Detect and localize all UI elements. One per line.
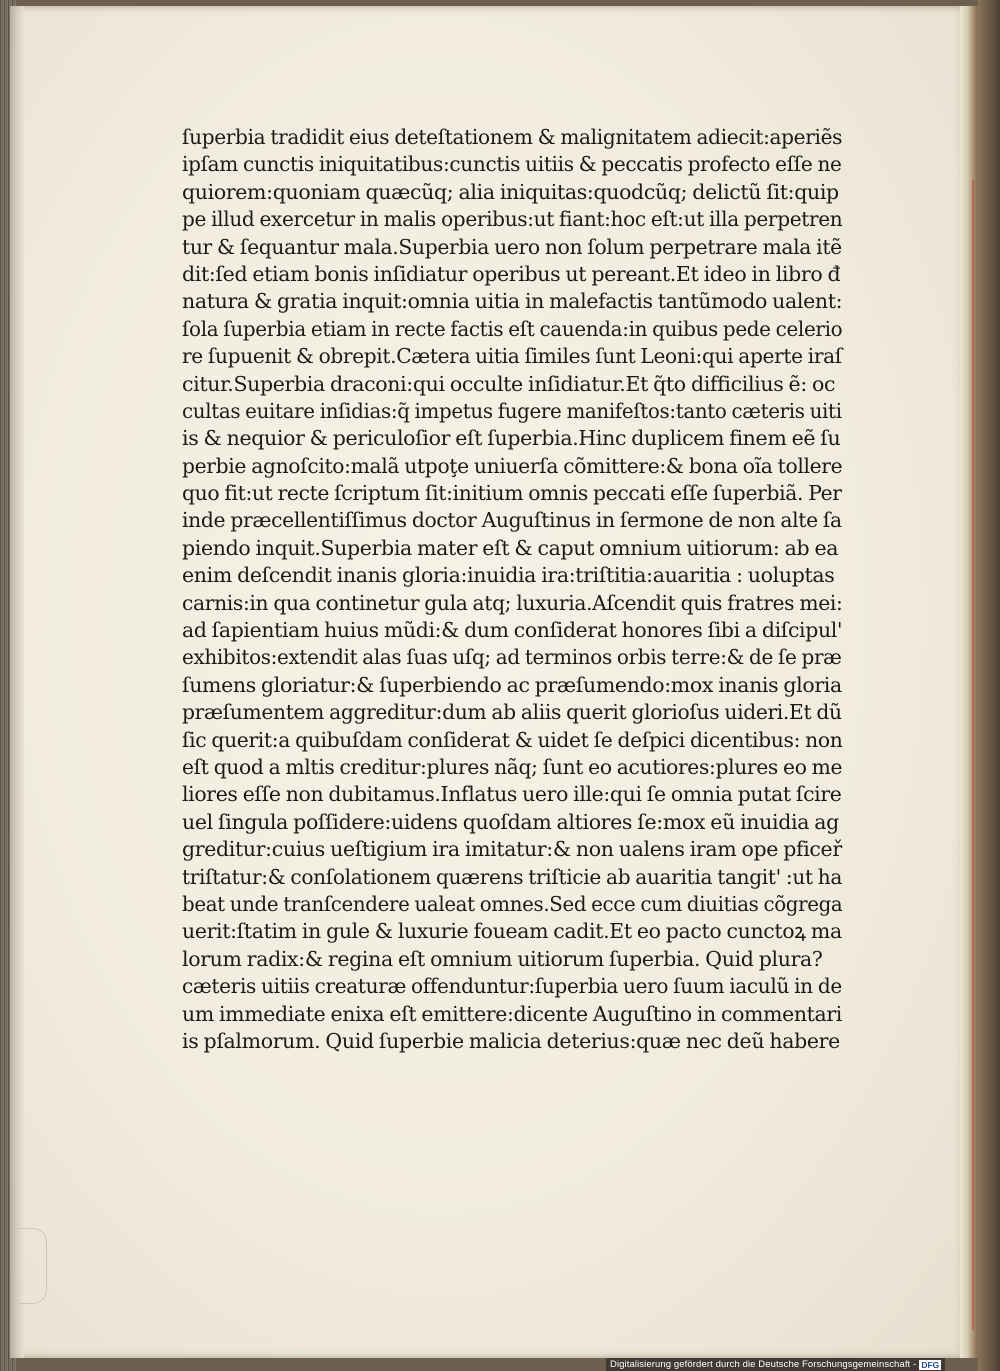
text-line: cultas euitare inſidias:q̃ impetus fugere manifeſtos:tanto cæteris uiti <box>182 398 842 423</box>
dfg-footer <box>606 1358 945 1371</box>
page-fold <box>960 6 978 1358</box>
footer-credit-text: Digitalisierung gefördert durch die Deutsche Forschungsgemeinschaft - <box>610 1359 917 1370</box>
text-line: natura & gratia inquit:omnia uitia in malefactis tantũmodo ualent: <box>182 289 843 314</box>
text-line: enim deſcendit inanis gloria:inuidia ira:triſtitia:auaritia : uoluptas <box>182 563 835 588</box>
text-line: pe illud exercetur in malis operibus:ut fiant:hoc eſt:ut illa perpetren <box>182 207 843 232</box>
text-line: citur.Superbia draconi:qui occulte inſidiatur.Et q̃to difficilius ẽ: oc <box>182 371 836 396</box>
page-red-edge <box>972 180 974 1330</box>
text-line: triſtatur:& conſolationem quærens triſticie ab auaritia tangit' :ut ha <box>182 864 843 889</box>
text-line: carnis:in qua continetur gula atq; luxuria.Aſcendit quis fratres mei: <box>182 590 843 615</box>
printed-text-block <box>182 124 842 1055</box>
text-line: ſuperbia tradidit eius deteſtationem & malignitatem adiecit:aperiẽs <box>182 125 843 149</box>
text-line: is pſalmorum. Quid ſuperbie malicia deterius:quæ nec deũ habere <box>182 1028 840 1053</box>
text-line: præſumentem aggreditur:dum ab aliis querit glorioſus uideri.Et dũ <box>182 700 842 725</box>
cover-edge <box>978 0 1000 1371</box>
text-line: beat unde tranſcendere ualeat omnes.Sed ecce cum diuitias cõgrega <box>182 891 843 916</box>
text-line: piendo inquit.Superbia mater eſt & caput omnium uitiorum: ab ea <box>182 535 839 560</box>
text-line: quo fit:ut recte ſcriptum ſit:initium omnis peccati eſſe ſuperbiã. Per <box>182 481 842 506</box>
text-line: tur & ſequantur mala.Superbia uero non ſolum perpetrare mala itẽ <box>182 234 842 259</box>
text-line: uel ſingula poſſidere:uidens quoſdam altiores ſe:mox eũ inuidia ag <box>182 809 839 834</box>
text-line: um immediate enixa eſt emittere:dicente Auguſtino in commentari <box>182 1001 842 1026</box>
text-line: greditur:cuius ueſtigium ira imitatur:& non ualens iram ope pficeř <box>182 837 842 862</box>
text-line: quiorem:quoniam quæcũq; alia iniquitas:quodcũq; delictũ ſit:quip <box>182 179 839 204</box>
text-line: uerit:ſtatim in gule & luxurie foueam cadit.Et eo pacto cunctoꝝ ma <box>182 919 842 944</box>
text-line: eſt quod a mltis creditur:plures nãq; ſunt eo acutiores:plures eo me <box>182 754 843 779</box>
text-line: re ſupuenit & obrepit.Cætera uitia ſimiles ſunt Leoni:qui aperte iraſ <box>182 344 842 369</box>
text-line: dit:ſed etiam bonis inſidiatur operibus ut pereant.Et ideo in libro đ <box>182 261 841 286</box>
text-line: ſumens gloriatur:& ſuperbiendo ac præſumendo:mox inanis gloria <box>182 672 842 697</box>
text-line: lorum radix:& regina eſt omnium uitiorum ſuperbia. Quid plura? <box>182 946 823 971</box>
page-gutter-shadow <box>10 6 24 1358</box>
text-line: is & nequior & periculoſior eſt ſuperbia.Hinc duplicem finem eẽ ſu <box>182 426 841 451</box>
text-line: cæteris uitiis creaturæ offenduntur:ſuperbia uero ſuum iaculũ in de <box>182 974 842 999</box>
text-line: ad ſapientiam huius mũdi:& dum conſiderat honores ſibi a diſcipul' <box>182 618 843 643</box>
text-line: inde præcellentiſſimus doctor Auguſtinus in ſermone de non alte ſa <box>182 508 842 533</box>
text-line: perbie agnoſcito:malã utpoţe uniuerſa cõmittere:& bona oĩa tollere <box>182 453 843 478</box>
dfg-logo: DFG <box>921 1359 940 1370</box>
binding-clasp-mark <box>18 1228 47 1304</box>
text-line: exhibitos:extendit alas ſuas uſq; ad terminos orbis terre:& de ſe præ <box>182 645 842 670</box>
text-line: ipſam cunctis iniquitatibus:cunctis uitiis & peccatis profecto eſſe ne <box>182 152 842 177</box>
text-line: liores eſſe non dubitamus.Inflatus uero ille:qui ſe omnia putat ſcire <box>182 782 842 807</box>
text-line: ſic querit:a quibuſdam conſiderat & uidet ſe deſpici dicentibus: non <box>182 727 843 752</box>
text-line: ſola ſuperbia etiam in recte factis eſt cauenda:in quibus pede celerio <box>182 316 843 341</box>
